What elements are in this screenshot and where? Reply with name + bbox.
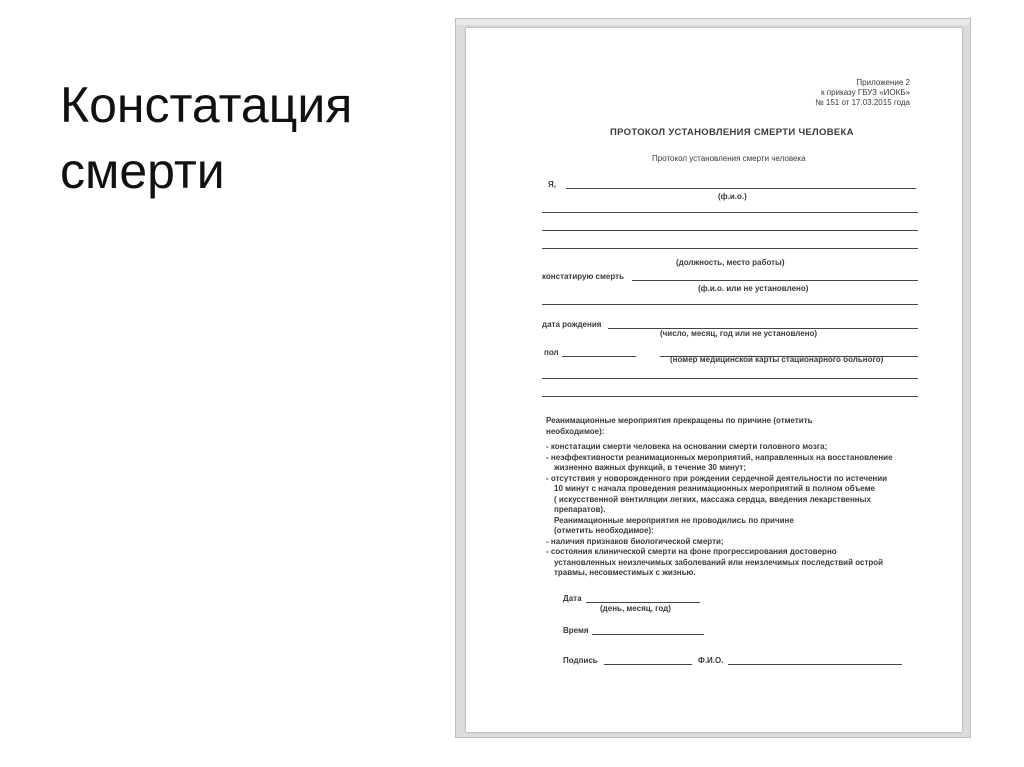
sign-label: Подпись <box>563 656 598 665</box>
reasons-line: 10 минут с начала проведения реанимационных мероприятий в полном объеме <box>554 484 875 493</box>
signature-fio-label: Ф.И.О. <box>698 656 724 665</box>
time-line <box>592 634 704 635</box>
state-death-line <box>632 280 918 281</box>
sex-line <box>562 356 636 357</box>
reasons-line: ( искусственной вентиляции легких, массажа сердца, введения лекарственных <box>554 494 871 504</box>
state-death-label: констатирую смерть <box>542 272 624 281</box>
scan-frame-topbar <box>456 19 970 25</box>
date-caption: (день, месяц, год) <box>600 604 671 613</box>
document-heading: ПРОТОКОЛ УСТАНОВЛЕНИЯ СМЕРТИ ЧЕЛОВЕКА <box>610 127 854 138</box>
slide-title <box>60 72 352 204</box>
reasons-line: - констатации смерти человека на основании смерти головного мозга; <box>546 442 828 451</box>
blank-line <box>542 378 918 379</box>
reasons-line: (отметить необходимое): <box>554 526 654 535</box>
ya-label: Я, <box>548 180 556 189</box>
time-label: Время <box>563 626 589 635</box>
blank-line <box>542 212 918 213</box>
reasons-line: - неэффективности реанимационных мероприятий, направленных на восстановление <box>546 452 893 462</box>
reasons-line: препаратов). <box>554 505 606 514</box>
fio-line <box>566 188 916 189</box>
reasons-line: Реанимационные мероприятия не проводились по причине <box>554 515 794 525</box>
fio-caption: (ф.и.о.) <box>718 192 747 201</box>
document-subheading: Протокол установления смерти человека <box>652 154 806 163</box>
blank-line <box>542 304 918 305</box>
signature-fio-line <box>728 664 902 665</box>
reasons-line: необходимое): <box>546 426 605 436</box>
reasons-line: травмы, несовместимых с жизнью. <box>554 568 696 577</box>
sign-line <box>604 664 692 665</box>
reasons-line: - наличия признаков биологической смерти; <box>546 536 724 546</box>
reasons-line: жизненно важных функций, в течение 30 минут; <box>554 463 747 472</box>
reasons-line: установленных неизлечимых заболеваний или неизлечимых последствий острой <box>554 557 884 567</box>
birth-date-caption: (число, месяц, год или не установлено) <box>660 329 818 338</box>
appendix-line: Приложение 2 <box>856 78 910 87</box>
fio-unknown-caption: (ф.и.о. или не установлено) <box>698 284 809 293</box>
reasons-line: Реанимационные мероприятия прекращены по причине (отметить <box>546 416 813 425</box>
date-line <box>586 602 700 603</box>
reasons-block <box>546 416 926 579</box>
card-caption: (номер медицинской карты стационарного больного) <box>670 355 884 364</box>
position-caption: (должность, место работы) <box>676 258 785 267</box>
appendix-line: к приказу ГБУЗ «ИОКБ» <box>821 88 910 97</box>
blank-line <box>542 396 918 397</box>
death-protocol-form <box>466 28 962 732</box>
slide-title-line-2: смерти <box>60 143 225 199</box>
blank-line <box>542 248 918 249</box>
birth-date-label: дата рождения <box>542 320 602 329</box>
reasons-line: - состояния клинической смерти на фоне прогрессирования достоверно <box>546 547 837 556</box>
slide-title-line-1: Констатация <box>60 77 353 133</box>
document-page <box>466 28 962 732</box>
appendix-note <box>815 78 910 108</box>
appendix-line: № 151 от 17.03.2015 года <box>815 98 910 107</box>
sex-label: пол <box>544 348 559 357</box>
reasons-line: - отсутствия у новорожденного при рождении сердечной деятельности по истечении <box>546 473 888 483</box>
date-label: Дата <box>563 594 582 603</box>
blank-line <box>542 230 918 231</box>
